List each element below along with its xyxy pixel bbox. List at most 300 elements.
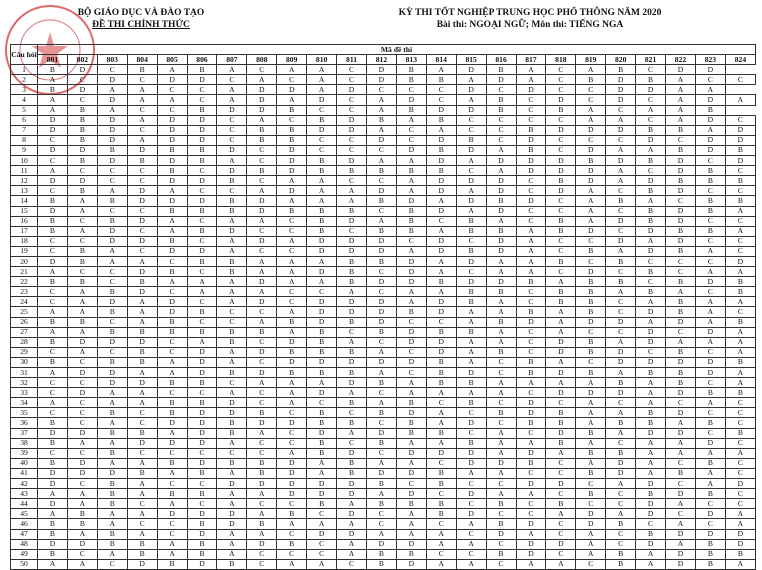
- answer-cell: C: [187, 216, 217, 226]
- answer-cell: D: [187, 408, 217, 418]
- answer-cell: A: [38, 559, 68, 569]
- answer-cell: A: [277, 559, 307, 569]
- answer-cell: C: [546, 145, 576, 155]
- answer-cell: A: [396, 458, 426, 468]
- exam-code-header: 809: [277, 55, 307, 65]
- answer-cell: D: [725, 479, 755, 489]
- answer-cell: B: [516, 458, 546, 468]
- answer-cell: C: [606, 327, 636, 337]
- answer-cell: B: [366, 499, 396, 509]
- question-column-header: Câu hỏi: [11, 45, 38, 65]
- answer-cell: A: [247, 267, 277, 277]
- answer-cell: A: [426, 196, 456, 206]
- answer-cell: B: [636, 408, 666, 418]
- answer-cell: B: [366, 256, 396, 266]
- answer-cell: D: [247, 539, 277, 549]
- question-number: 7: [11, 125, 38, 135]
- answer-cell: D: [666, 156, 696, 166]
- answer-cell: A: [217, 216, 247, 226]
- answer-cell: A: [636, 468, 666, 478]
- answer-cell: A: [67, 226, 97, 236]
- answer-cell: A: [277, 448, 307, 458]
- answer-cell: D: [396, 327, 426, 337]
- answer-cell: D: [67, 85, 97, 95]
- answer-cell: D: [636, 135, 666, 145]
- answer-cell: C: [247, 388, 277, 398]
- answer-cell: A: [516, 226, 546, 236]
- question-number: 25: [11, 307, 38, 317]
- answer-cell: D: [456, 368, 486, 378]
- question-number: 33: [11, 388, 38, 398]
- answer-cell: D: [277, 337, 307, 347]
- answer-cell: A: [546, 327, 576, 337]
- question-number: 24: [11, 297, 38, 307]
- answer-cell: B: [576, 337, 606, 347]
- answer-cell: C: [456, 499, 486, 509]
- answer-cell: D: [337, 156, 367, 166]
- answer-cell: A: [157, 277, 187, 287]
- answer-cell: C: [695, 519, 725, 529]
- answer-cell: B: [606, 277, 636, 287]
- answer-cell: D: [307, 479, 337, 489]
- answer-cell: D: [157, 176, 187, 186]
- answer-cell: C: [187, 499, 217, 509]
- answer-cell: C: [247, 145, 277, 155]
- answer-cell: C: [516, 388, 546, 398]
- answer-cell: C: [576, 85, 606, 95]
- answer-cell: B: [725, 277, 755, 287]
- answer-cell: B: [157, 206, 187, 216]
- answer-cell: C: [725, 216, 755, 226]
- answer-cell: C: [366, 509, 396, 519]
- answer-cell: D: [247, 196, 277, 206]
- answer-cell: B: [366, 378, 396, 388]
- answer-cell: B: [157, 398, 187, 408]
- answer-cell: D: [546, 166, 576, 176]
- answer-cell: C: [695, 408, 725, 418]
- answer-cell: D: [486, 156, 516, 166]
- answer-cell: B: [97, 448, 127, 458]
- answer-cell: A: [456, 337, 486, 347]
- answer-cell: B: [366, 479, 396, 489]
- answer-cell: B: [486, 317, 516, 327]
- answer-cell: B: [38, 357, 68, 367]
- answer-cell: A: [127, 95, 157, 105]
- question-number: 43: [11, 489, 38, 499]
- answer-cell: C: [666, 327, 696, 337]
- answer-cell: C: [695, 287, 725, 297]
- answer-cell: D: [666, 428, 696, 438]
- answer-cell: C: [247, 499, 277, 509]
- answer-cell: C: [277, 216, 307, 226]
- answer-cell: C: [337, 226, 367, 236]
- answer-cell: B: [486, 226, 516, 236]
- answer-cell: B: [187, 468, 217, 478]
- answer-cell: D: [127, 145, 157, 155]
- answer-cell: D: [307, 236, 337, 246]
- answer-cell: A: [516, 489, 546, 499]
- answer-cell: B: [187, 519, 217, 529]
- answer-cell: C: [725, 458, 755, 468]
- answer-cell: A: [217, 236, 247, 246]
- answer-cell: B: [187, 489, 217, 499]
- answer-cell: D: [695, 145, 725, 155]
- answer-cell: D: [277, 489, 307, 499]
- answer-cell: D: [636, 327, 666, 337]
- answer-cell: C: [546, 267, 576, 277]
- answer-cell: C: [307, 135, 337, 145]
- answer-cell: B: [666, 468, 696, 478]
- answer-cell: A: [247, 529, 277, 539]
- answer-cell: C: [576, 256, 606, 266]
- answer-cell: A: [217, 489, 247, 499]
- answer-cell: C: [456, 236, 486, 246]
- answer-cell: C: [366, 85, 396, 95]
- answer-cell: C: [127, 408, 157, 418]
- answer-cell: D: [187, 135, 217, 145]
- answer-cell: D: [337, 357, 367, 367]
- answer-cell: A: [666, 95, 696, 105]
- answer-cell: B: [337, 347, 367, 357]
- answer-cell: D: [606, 216, 636, 226]
- question-number: 42: [11, 479, 38, 489]
- answer-cell: A: [516, 256, 546, 266]
- answer-cell: B: [247, 135, 277, 145]
- table-row: [11, 236, 756, 246]
- answer-cell: C: [576, 95, 606, 105]
- answer-cell: C: [366, 388, 396, 398]
- answer-cell: A: [606, 368, 636, 378]
- answer-cell: A: [127, 135, 157, 145]
- answer-cell: D: [725, 135, 755, 145]
- answer-cell: A: [127, 297, 157, 307]
- answer-cell: A: [307, 256, 337, 266]
- answer-cell: B: [277, 105, 307, 115]
- answer-cell: C: [636, 519, 666, 529]
- answer-cell: C: [576, 236, 606, 246]
- answer-cell: C: [97, 176, 127, 186]
- answer-cell: B: [666, 368, 696, 378]
- answer-cell: D: [97, 337, 127, 347]
- answer-cell: C: [666, 509, 696, 519]
- answer-cell: C: [606, 226, 636, 236]
- answer-cell: A: [516, 236, 546, 246]
- answer-cell: B: [366, 196, 396, 206]
- answer-cell: D: [157, 125, 187, 135]
- answer-cell: C: [277, 75, 307, 85]
- answer-cell: A: [636, 317, 666, 327]
- answer-cell: D: [366, 468, 396, 478]
- answer-cell: D: [636, 479, 666, 489]
- answer-cell: B: [127, 357, 157, 367]
- question-number: 1: [11, 65, 38, 75]
- answer-cell: C: [456, 267, 486, 277]
- answer-cell: D: [38, 479, 68, 489]
- answer-cell: B: [396, 166, 426, 176]
- answer-cell: C: [546, 519, 576, 529]
- answer-cell: D: [366, 297, 396, 307]
- answer-cell: A: [606, 145, 636, 155]
- answer-cell: B: [396, 105, 426, 115]
- answer-cell: A: [307, 186, 337, 196]
- answer-cell: B: [307, 115, 337, 125]
- answer-cell: D: [666, 206, 696, 216]
- answer-cell: A: [606, 176, 636, 186]
- answer-cell: C: [695, 236, 725, 246]
- answer-cell: A: [217, 438, 247, 448]
- exam-code-header: 813: [396, 55, 426, 65]
- answer-cell: D: [486, 176, 516, 186]
- answer-cell: D: [546, 156, 576, 166]
- answer-cell: A: [187, 337, 217, 347]
- answer-cell: D: [486, 236, 516, 246]
- exam-code-header: 815: [456, 55, 486, 65]
- answer-cell: C: [486, 479, 516, 489]
- table-group-header-row: [11, 45, 756, 55]
- answer-cell: D: [606, 347, 636, 357]
- answer-cell: C: [486, 115, 516, 125]
- table-row: [11, 519, 756, 529]
- answer-cell: A: [725, 327, 755, 337]
- answer-cell: B: [636, 418, 666, 428]
- answer-cell: A: [396, 438, 426, 448]
- answer-cell: B: [576, 468, 606, 478]
- answer-cell: A: [636, 388, 666, 398]
- answer-cell: B: [695, 539, 725, 549]
- answer-cell: D: [277, 458, 307, 468]
- answer-cell: A: [516, 246, 546, 256]
- answer-cell: A: [636, 297, 666, 307]
- answer-cell: A: [426, 267, 456, 277]
- question-number: 13: [11, 186, 38, 196]
- question-number: 47: [11, 529, 38, 539]
- answer-cell: A: [217, 529, 247, 539]
- answer-cell: D: [546, 347, 576, 357]
- answer-cell: A: [456, 468, 486, 478]
- answer-cell: A: [277, 388, 307, 398]
- answer-cell: C: [38, 156, 68, 166]
- answer-cell: B: [725, 317, 755, 327]
- answer-cell: A: [456, 317, 486, 327]
- answer-cell: A: [426, 388, 456, 398]
- answer-cell: A: [456, 519, 486, 529]
- answer-cell: D: [337, 529, 367, 539]
- answer-cell: C: [725, 236, 755, 246]
- answer-cell: A: [337, 388, 367, 398]
- answer-cell: C: [157, 287, 187, 297]
- answer-cell: A: [396, 115, 426, 125]
- answer-cell: D: [217, 398, 247, 408]
- answer-cell: D: [396, 489, 426, 499]
- answer-cell: D: [157, 418, 187, 428]
- answer-cell: D: [307, 125, 337, 135]
- answer-cell: A: [576, 418, 606, 428]
- answer-cell: C: [516, 428, 546, 438]
- answer-cell: D: [396, 337, 426, 347]
- answer-cell: D: [606, 357, 636, 367]
- answer-cell: A: [606, 428, 636, 438]
- answer-cell: D: [486, 75, 516, 85]
- answer-cell: B: [366, 115, 396, 125]
- answer-cell: A: [486, 337, 516, 347]
- question-number: 5: [11, 105, 38, 115]
- answer-cell: C: [247, 337, 277, 347]
- answer-cell: A: [217, 388, 247, 398]
- table-row: [11, 539, 756, 549]
- answer-cell: C: [666, 458, 696, 468]
- answer-cell: C: [576, 499, 606, 509]
- answer-cell: D: [606, 458, 636, 468]
- answer-cell: C: [636, 277, 666, 287]
- answer-cell: D: [546, 428, 576, 438]
- answer-cell: A: [217, 95, 247, 105]
- answer-cell: B: [247, 468, 277, 478]
- answer-cell: A: [127, 115, 157, 125]
- answer-cell: B: [307, 408, 337, 418]
- answer-cell: A: [217, 277, 247, 287]
- answer-cell: C: [127, 226, 157, 236]
- answer-cell: A: [337, 186, 367, 196]
- answer-cell: D: [337, 115, 367, 125]
- answer-cell: D: [187, 347, 217, 357]
- answer-cell: D: [606, 125, 636, 135]
- answer-cell: A: [396, 156, 426, 166]
- answer-cell: A: [486, 297, 516, 307]
- answer-cell: C: [606, 499, 636, 509]
- answer-cell: A: [546, 559, 576, 569]
- answer-cell: C: [187, 448, 217, 458]
- answer-cell: A: [456, 307, 486, 317]
- answer-cell: D: [157, 297, 187, 307]
- answer-cell: D: [486, 186, 516, 196]
- answer-cell: C: [187, 479, 217, 489]
- answer-cell: B: [337, 166, 367, 176]
- answer-cell: A: [366, 105, 396, 115]
- answer-cell: D: [157, 196, 187, 206]
- question-number: 6: [11, 115, 38, 125]
- answer-cell: C: [725, 246, 755, 256]
- answer-cell: B: [606, 519, 636, 529]
- answer-cell: A: [277, 65, 307, 75]
- answer-cell: C: [426, 85, 456, 95]
- answer-cell: C: [516, 115, 546, 125]
- answer-cell: D: [426, 156, 456, 166]
- answer-cell: D: [97, 297, 127, 307]
- answer-cell: C: [546, 529, 576, 539]
- answer-cell: D: [38, 539, 68, 549]
- answer-cell: A: [666, 448, 696, 458]
- answer-cell: C: [307, 398, 337, 408]
- answer-cell: A: [426, 539, 456, 549]
- answer-cell: B: [97, 307, 127, 317]
- answer-cell: A: [516, 75, 546, 85]
- answer-cell: C: [426, 489, 456, 499]
- answer-cell: B: [486, 347, 516, 357]
- answer-cell: C: [157, 448, 187, 458]
- answer-cell: A: [576, 65, 606, 75]
- answer-cell: B: [366, 438, 396, 448]
- answer-cell: A: [38, 95, 68, 105]
- answer-cell: B: [486, 65, 516, 75]
- answer-cell: D: [426, 297, 456, 307]
- answer-cell: A: [396, 297, 426, 307]
- answer-cell: B: [97, 216, 127, 226]
- answer-cell: C: [67, 398, 97, 408]
- exam-code-header: 823: [695, 55, 725, 65]
- answer-cell: A: [97, 105, 127, 115]
- answer-cell: B: [456, 378, 486, 388]
- answer-cell: C: [456, 479, 486, 489]
- answer-cell: D: [695, 95, 725, 105]
- answer-cell: D: [576, 176, 606, 186]
- answer-cell: D: [127, 287, 157, 297]
- answer-cell: B: [247, 408, 277, 418]
- answer-cell: D: [38, 115, 68, 125]
- answer-cell: B: [127, 277, 157, 287]
- answer-cell: D: [337, 297, 367, 307]
- exam-code-header: 807: [217, 55, 247, 65]
- answer-cell: D: [38, 145, 68, 155]
- answer-cell: B: [546, 226, 576, 236]
- answer-cell: D: [516, 519, 546, 529]
- answer-cell: A: [396, 388, 426, 398]
- answer-cell: C: [337, 95, 367, 105]
- question-number: 23: [11, 287, 38, 297]
- answer-cell: A: [337, 196, 367, 206]
- answer-cell: A: [307, 65, 337, 75]
- table-row: [11, 145, 756, 155]
- answer-cell: D: [187, 75, 217, 85]
- answer-cell: B: [97, 539, 127, 549]
- answer-cell: D: [38, 428, 68, 438]
- answer-cell: D: [516, 156, 546, 166]
- answer-cell: B: [725, 388, 755, 398]
- question-number: 29: [11, 347, 38, 357]
- answer-cell: B: [636, 75, 666, 85]
- answer-cell: B: [67, 256, 97, 266]
- answer-cell: C: [606, 105, 636, 115]
- answer-cell: D: [217, 105, 247, 115]
- answer-cell: A: [695, 267, 725, 277]
- question-number: 12: [11, 176, 38, 186]
- answer-cell: A: [636, 398, 666, 408]
- answer-cell: C: [127, 519, 157, 529]
- answer-cell: B: [157, 166, 187, 176]
- answer-cell: A: [546, 317, 576, 327]
- answer-cell: A: [127, 307, 157, 317]
- question-number: 38: [11, 438, 38, 448]
- answer-cell: D: [97, 226, 127, 236]
- answer-cell: A: [576, 529, 606, 539]
- answer-cell: A: [97, 256, 127, 266]
- answer-cell: C: [307, 509, 337, 519]
- answer-cell: C: [307, 539, 337, 549]
- answer-cell: A: [546, 448, 576, 458]
- answer-cell: C: [695, 216, 725, 226]
- answer-cell: C: [187, 85, 217, 95]
- answer-cell: C: [217, 135, 247, 145]
- question-number: 14: [11, 196, 38, 206]
- answer-cell: B: [67, 115, 97, 125]
- answer-cell: B: [456, 398, 486, 408]
- answer-cell: D: [307, 267, 337, 277]
- answer-cell: A: [636, 438, 666, 448]
- answer-cell: A: [277, 236, 307, 246]
- answer-cell: B: [666, 307, 696, 317]
- answer-cell: A: [576, 105, 606, 115]
- answer-cell: C: [546, 75, 576, 85]
- answer-cell: B: [606, 418, 636, 428]
